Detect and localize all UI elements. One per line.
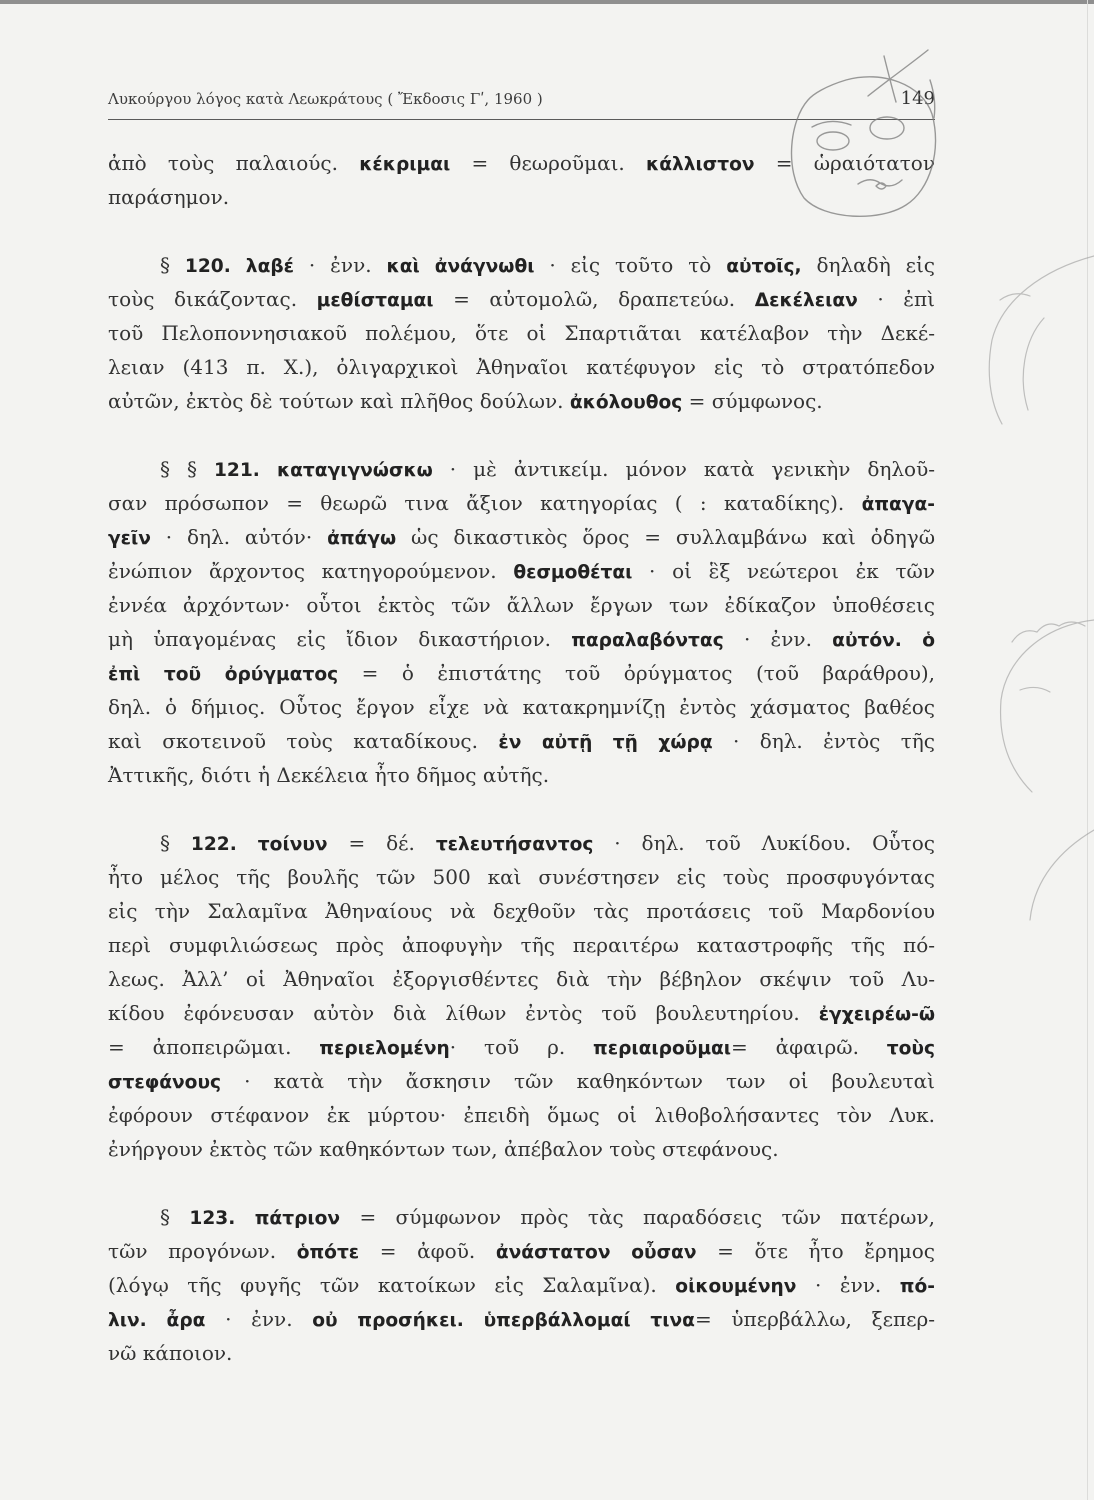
text-line	[108, 758, 935, 792]
text-line	[108, 180, 935, 214]
text-line	[108, 1336, 935, 1370]
lemma-term: ἀνάστατον οὖσαν	[495, 1242, 697, 1263]
gloss-text: = ὅτε ἦτο ἔρημος	[696, 1239, 935, 1263]
gloss-text: καὶ σκοτεινοῦ τοὺς καταδίκους.	[108, 729, 499, 753]
gloss-text: περὶ συμφιλιώσεως πρὸς ἀποφυγὴν τῆς περαιτέρω καταστροφῆς τῆς πό-	[108, 933, 935, 957]
lemma-term: ἐγχειρέω-ῶ	[818, 1004, 935, 1025]
text-line	[108, 316, 935, 350]
text-line	[108, 1268, 935, 1302]
lemma-term: μεθίσταμαι	[316, 290, 434, 311]
gloss-text: ἐνώπιον ἄρχοντος κατηγορούμενον.	[108, 559, 514, 583]
lemma-term: αὐτόν. ὁ	[832, 630, 935, 651]
text-line	[108, 826, 935, 860]
gloss-text: · δηλ. τοῦ Λυκίδου. Οὗτος	[593, 831, 935, 855]
gloss-text: · μὲ ἀντικείμ. μόνον κατὰ γενικὴν δηλοῦ-	[432, 457, 935, 481]
gloss-text: · δηλ. ἐντὸς τῆς	[712, 729, 935, 753]
text-line	[108, 724, 935, 758]
continued-paragraph	[108, 146, 935, 214]
text-line	[108, 1200, 935, 1234]
text-line	[108, 350, 935, 384]
lemma-term: οἰκουμένην	[675, 1276, 797, 1297]
lemma-term: 122. τοίνυν	[190, 834, 328, 855]
text-line	[108, 1234, 935, 1268]
gloss-text: §	[160, 831, 191, 855]
text-line	[108, 1064, 935, 1098]
lemma-term: τοὺς	[886, 1038, 935, 1059]
gloss-text: §	[160, 253, 185, 277]
text-line	[108, 520, 935, 554]
margin-sketch-icon	[989, 256, 1094, 920]
page-header	[108, 88, 935, 114]
gloss-text: = ὑπερβάλλω, ξεπερ-	[694, 1307, 935, 1331]
lemma-term: ἐν αὐτῇ τῇ χώρᾳ	[498, 732, 713, 753]
gloss-text: ἀπὸ τοὺς παλαιούς.	[108, 151, 360, 175]
gloss-text: ἐνήργουν ἐκτὸς τῶν καθηκόντων των, ἀπέβαλον τοὺς στεφάνους.	[108, 1137, 779, 1161]
lemma-term: κάλλιστον	[645, 154, 755, 175]
header-rule	[108, 119, 935, 120]
gloss-text: · ἐνν.	[205, 1307, 313, 1331]
gloss-text: νῶ κάποιον.	[108, 1341, 233, 1365]
gloss-text: · ἐνν.	[796, 1273, 900, 1297]
gloss-text: ἦτο μέλος τῆς βουλῆς τῶν 500 καὶ συνέστησεν εἰς τοὺς προσφυγόντας	[108, 865, 935, 889]
lemma-term: ὁπότε	[296, 1242, 360, 1263]
text-line	[108, 1302, 935, 1336]
lemma-term: τελευτήσαντος	[435, 834, 594, 855]
gloss-text: = δέ.	[327, 831, 436, 855]
gloss-text: παράσημον.	[108, 185, 230, 209]
text-line	[108, 928, 935, 962]
section-paragraph	[108, 1200, 935, 1370]
gloss-text: δηλ. ὁ δήμιος. Οὗτος ἔργον εἶχε νὰ κατακρημνίζῃ ἐντὸς χάσματος βαθέος	[108, 695, 935, 719]
gloss-text: σαν πρόσωπον = θεωρῶ τινα ἄξιον κατηγορίας ( : καταδίκης).	[108, 491, 862, 515]
gloss-text: ὡς δικαστικὸς ὅρος = συλλαμβάνω καὶ ὁδηγῶ	[396, 525, 936, 549]
gloss-text: · ἐνν.	[723, 627, 833, 651]
gloss-text: μὴ ὑπαγομένας εἰς ἴδιον δικαστήριον.	[108, 627, 572, 651]
gloss-text: · εἰς τοῦτο τὸ	[534, 253, 727, 277]
lemma-term: ἀπαγα-	[861, 494, 935, 515]
text-line	[108, 384, 935, 418]
text-line	[108, 622, 935, 656]
gloss-text: § §	[160, 457, 214, 481]
text-line	[108, 452, 935, 486]
gloss-text: = ὡραιότατον	[754, 151, 935, 175]
lemma-term: ἀπάγω	[327, 528, 397, 549]
lemma-term: περιελομένη	[319, 1038, 450, 1059]
lemma-term: λιν. ἆρα	[108, 1310, 206, 1331]
gloss-text: §	[160, 1205, 190, 1229]
lemma-term: οὐ προσήκει. ὑπερβάλλομαί τινα	[312, 1310, 695, 1331]
page-number: 149	[900, 88, 935, 109]
lemma-term: αὐτοῖς,	[726, 256, 802, 277]
text-line	[108, 860, 935, 894]
gloss-text: = σύμφωνον πρὸς τὰς παραδόσεις τῶν πατέρων,	[340, 1205, 935, 1229]
section-paragraph	[108, 248, 935, 418]
gloss-text: · δηλ. αὐτόν·	[150, 525, 328, 549]
gloss-text: λεως. Ἀλλ’ οἱ Ἀθηναῖοι ἐξοργισθέντες διὰ τὴν βέβηλον σκέψιν τοῦ Λυ-	[108, 967, 935, 991]
text-line	[108, 554, 935, 588]
gloss-text: τοὺς δικάζοντας.	[108, 287, 317, 311]
text-line	[108, 486, 935, 520]
lemma-term: πό-	[899, 1276, 935, 1297]
gloss-text: = ἀποπειρῶμαι.	[108, 1035, 320, 1059]
lemma-term: 121. καταγιγνώσκω	[213, 460, 433, 481]
gloss-text: εἰς τὴν Σαλαμῖνα Ἀθηναίους νὰ δεχθοῦν τὰς προτάσεις τοῦ Μαρδονίου	[108, 899, 935, 923]
text-line	[108, 656, 935, 690]
gloss-text: = αὐτομολῶ, δραπετεύω.	[433, 287, 755, 311]
gloss-text: · κατὰ τὴν ἄσκησιν τῶν καθηκόντων των οἱ βουλευταὶ	[221, 1069, 935, 1093]
lemma-term: στεφάνους	[108, 1072, 222, 1093]
gloss-text: · ἐπὶ	[857, 287, 935, 311]
gloss-text: (λόγῳ τῆς φυγῆς τῶν κατοίκων εἰς Σαλαμῖνα).	[108, 1273, 676, 1297]
lemma-term: 123. πάτριον	[189, 1208, 341, 1229]
gloss-text: · τοῦ ρ.	[449, 1035, 594, 1059]
gloss-text: αὐτῶν, ἐκτὸς δὲ τούτων καὶ πλῆθος δούλων.	[108, 389, 570, 413]
text-line	[108, 996, 935, 1030]
lemma-term: περιαιροῦμαι	[593, 1038, 732, 1059]
text-line	[108, 1098, 935, 1132]
lemma-term: 120. λαβέ	[184, 256, 295, 277]
text-line	[108, 146, 935, 180]
running-title: Λυκούργου λόγος κατὰ Λεωκράτους ( Ἔκδοσις Γʹ, 1960 )	[108, 90, 543, 108]
gloss-text: = ὁ ἐπιστάτης τοῦ ὀρύγματος (τοῦ βαράθρου),	[338, 661, 936, 685]
gloss-text: δηλαδὴ εἰς	[801, 253, 936, 277]
gloss-text: Ἀττικῆς, διότι ἡ Δεκέλεια ἦτο δῆμος αὐτῆς.	[108, 763, 550, 787]
lemma-term: παραλαβόντας	[571, 630, 724, 651]
text-line	[108, 962, 935, 996]
lemma-term: θεσμοθέται	[513, 562, 633, 583]
gloss-text: = σύμφωνος.	[682, 389, 823, 413]
section-paragraph	[108, 826, 935, 1166]
scan-edge-right	[1087, 0, 1088, 1500]
gloss-text: ἐφόρουν στέφανον ἐκ μύρτου· ἐπειδὴ ὅμως οἱ λιθοβολήσαντες τὸν Λυκ.	[108, 1103, 935, 1127]
gloss-text: = ἀφαιρῶ.	[731, 1035, 887, 1059]
lemma-term: Δεκέλειαν	[754, 290, 858, 311]
lemma-term: γεῖν	[108, 528, 151, 549]
text-line	[108, 690, 935, 724]
text-line	[108, 1030, 935, 1064]
lemma-term: καὶ ἀνάγνωθι	[386, 256, 535, 277]
gloss-text: τοῦ Πελοποννησιακοῦ πολέμου, ὅτε οἱ Σπαρτιᾶται κατέλαβον τὴν Δεκέ-	[108, 321, 935, 345]
gloss-text: · ἐνν.	[294, 253, 387, 277]
gloss-text: · οἱ ἓξ νεώτεροι ἐκ τῶν	[632, 559, 935, 583]
gloss-text: = ἀφοῦ.	[359, 1239, 496, 1263]
lemma-term: ἀκόλουθος	[569, 392, 683, 413]
gloss-text: λειαν (413 π. Χ.), ὀλιγαρχικοὶ Ἀθηναῖοι κατέφυγον εἰς τὸ στρατόπεδον	[108, 355, 935, 379]
scan-edge-top	[0, 0, 1094, 4]
gloss-text: ἐννέα ἀρχόντων· οὗτοι ἐκτὸς τῶν ἄλλων ἔργων των ἐδίκαζον ὑποθέσεις	[108, 593, 935, 617]
gloss-text: = θεωροῦμαι.	[450, 151, 646, 175]
text-line	[108, 894, 935, 928]
text-line	[108, 588, 935, 622]
gloss-text: τῶν προγόνων.	[108, 1239, 297, 1263]
text-line	[108, 282, 935, 316]
text-line	[108, 248, 935, 282]
section-paragraph	[108, 452, 935, 792]
body-text	[108, 146, 935, 1370]
gloss-text: κίδου ἐφόνευσαν αὐτὸν διὰ λίθων ἐντὸς τοῦ βουλευτηρίου.	[108, 1001, 819, 1025]
lemma-term: ἐπὶ τοῦ ὀρύγματος	[108, 664, 339, 685]
text-line	[108, 1132, 935, 1166]
lemma-term: κέκριμαι	[359, 154, 451, 175]
